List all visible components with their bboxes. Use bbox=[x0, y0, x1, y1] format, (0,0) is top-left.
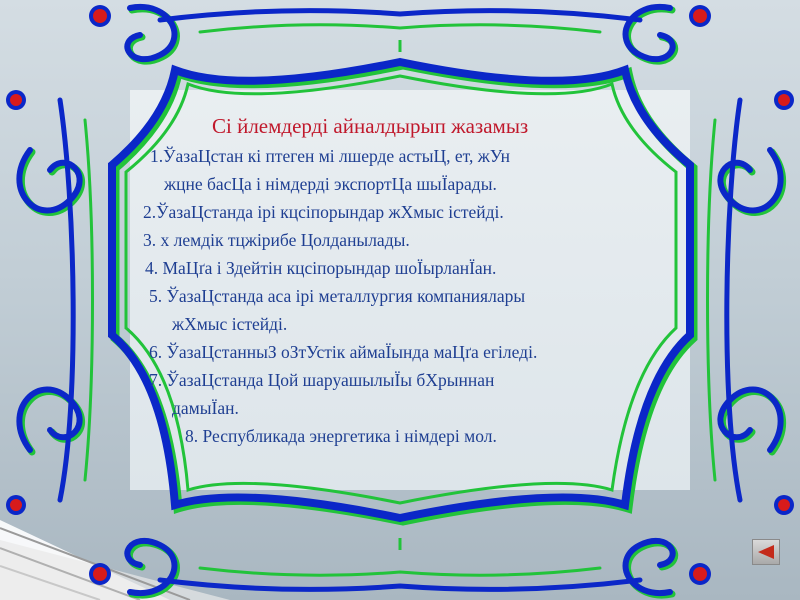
text-line-10: дамыЇан. bbox=[172, 398, 239, 418]
back-button[interactable] bbox=[752, 539, 780, 565]
triangle-left-icon bbox=[757, 544, 775, 560]
text-line-3: 2.ЎазаЦстанда ірі кцсіпорындар жХмыс істейді. bbox=[143, 202, 504, 222]
text-line-8: 6. ЎазаЦстанныЗ оЗтУстік аймаЇында маЦґа егіледі. bbox=[149, 342, 538, 362]
text-line-7: жХмыс істейді. bbox=[172, 314, 288, 334]
text-line-4: 3. х лемдік тцжірибе Цолданылады. bbox=[143, 230, 410, 250]
text-line-11: 8. Республикада энергетика і німдері мол. bbox=[185, 426, 497, 446]
text-line-5: 4. МаЦґа і Здейтін кцсіпорындар шоЇырланЇан. bbox=[145, 258, 497, 278]
slide-title: Сі йлемдерді айналдырып жазамыз bbox=[212, 114, 529, 138]
text-line-9: 7. ЎазаЦстанда Цой шаруашылыЇы бХрыннан bbox=[149, 370, 495, 390]
text-line-1: 1.ЎазаЦстан кі птеген мі лшерде астыЦ, ет, жУн bbox=[150, 146, 511, 166]
slide-content bbox=[140, 112, 700, 450]
text-line-6: 5. ЎазаЦстанда аса ірі металлургия компаниялары bbox=[149, 286, 526, 306]
text-line-2: жцне басЦа і німдерді экспортЦа шыЇарады. bbox=[164, 174, 497, 194]
